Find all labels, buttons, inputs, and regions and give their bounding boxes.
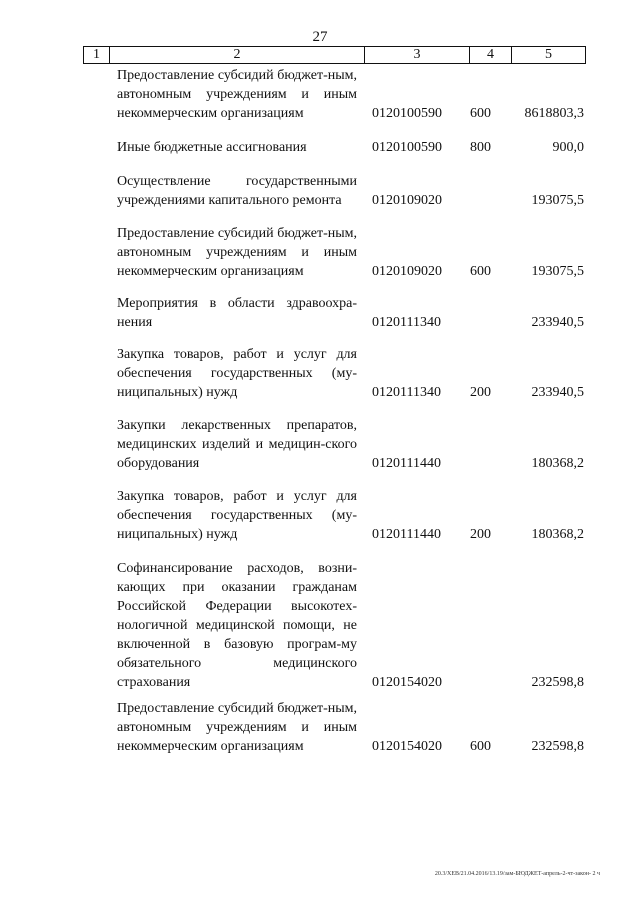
row-type: 600 (470, 739, 491, 754)
row-type: 200 (470, 527, 491, 542)
row-description: Осуществление государственными учреждениями капитального ремонта (117, 174, 357, 208)
row-code: 0120111440 (372, 456, 441, 471)
row-description: Иные бюджетные ассигнования (117, 140, 307, 155)
row-amount: 232598,8 (531, 675, 584, 690)
row-code: 0120154020 (372, 675, 442, 690)
row-description: Софинансирование расходов, возни-кающих при оказании гражданам Российской Федерации высокотех-нологичной медицинской помощи, не включенной в базовую програм-му обязательного медицинского страхования (117, 561, 357, 690)
row-type: 200 (470, 385, 491, 400)
row-amount: 232598,8 (531, 739, 584, 754)
column-header-4: 4 (470, 47, 512, 63)
row-description: Предоставление субсидий бюджет-ным, автономным учреждениям и иным некоммерческим организациям (117, 226, 357, 279)
column-header-3: 3 (365, 47, 470, 63)
row-type: 600 (470, 264, 491, 279)
row-description: Закупка товаров, работ и услуг для обеспечения государственных (му-ниципальных) нужд (117, 489, 357, 542)
row-amount: 180368,2 (531, 456, 584, 471)
column-header-5: 5 (545, 47, 552, 62)
row-description: Мероприятия в области здравоохра-нения (117, 296, 357, 330)
row-amount: 233940,5 (531, 315, 584, 330)
row-code: 0120109020 (372, 193, 442, 208)
row-type: 600 (470, 106, 491, 121)
row-code: 0120111340 (372, 385, 441, 400)
row-amount: 233940,5 (531, 385, 584, 400)
row-amount: 193075,5 (531, 264, 584, 279)
row-description: Предоставление субсидий бюджет-ным, автономным учреждениям и иным некоммерческим организациям (117, 68, 357, 121)
page-number: 27 (312, 29, 328, 45)
row-description: Закупка товаров, работ и услуг для обеспечения государственных (му-ниципальных) нужд (117, 347, 357, 400)
row-amount: 180368,2 (531, 527, 584, 542)
row-code: 0120100590 (372, 106, 442, 121)
row-description: Предоставление субсидий бюджет-ным, автономным учреждениям и иным некоммерческим организациям (117, 701, 357, 754)
column-header-1: 1 (84, 47, 110, 63)
row-code: 0120154020 (372, 739, 442, 754)
row-amount: 900,0 (552, 140, 584, 155)
footer-file-path: 20.3/ХЕВ/21.04.2016/13.19/зам-БЮДЖЕТ-апрель-2-чт-закон- 2 ч (434, 871, 600, 877)
row-description: Закупки лекарственных препаратов, медицинских изделий и медицин-ского оборудования (117, 418, 357, 471)
row-code: 0120100590 (372, 140, 442, 155)
table-header (83, 46, 586, 64)
row-amount: 8618803,3 (524, 106, 584, 121)
row-code: 0120111340 (372, 315, 441, 330)
row-type: 800 (470, 140, 491, 155)
row-amount: 193075,5 (531, 193, 584, 208)
row-code: 0120109020 (372, 264, 442, 279)
row-code: 0120111440 (372, 527, 441, 542)
column-header-2: 2 (110, 47, 365, 63)
